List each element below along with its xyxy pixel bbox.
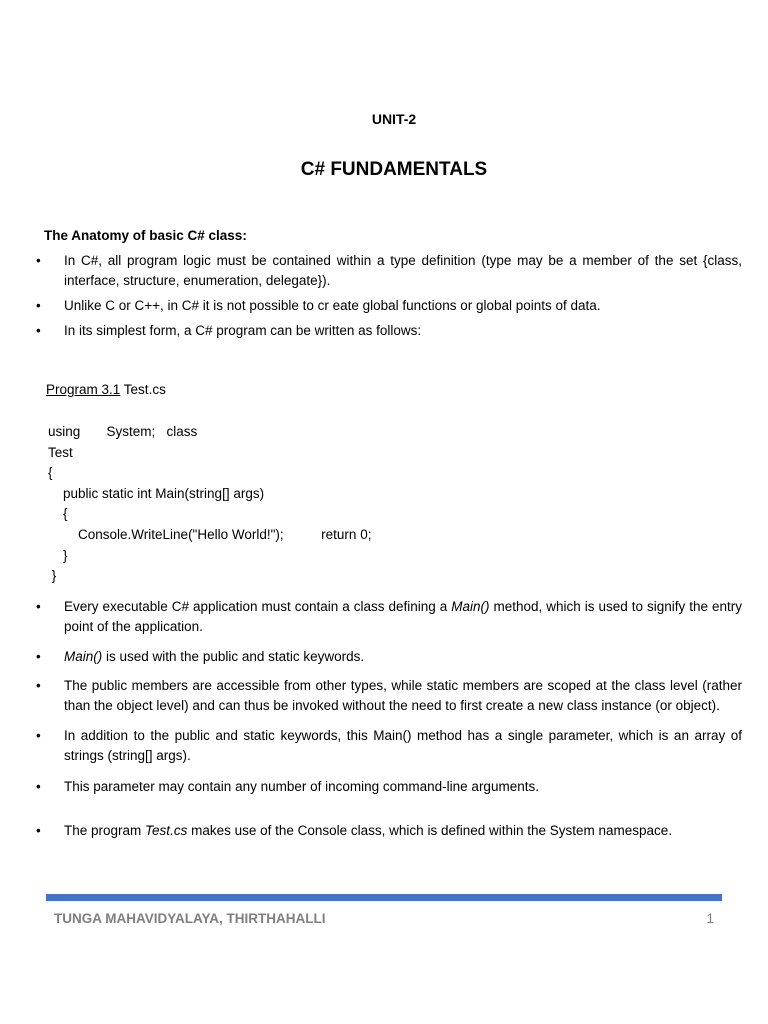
anatomy-bullet-list [36,251,742,346]
code-block [48,422,371,587]
list-item [36,777,742,797]
bullet-icon: • [36,728,41,743]
list-item [36,321,742,341]
code-line: } [48,547,68,563]
bullet-text: In C#, all program logic must be contained within a type definition (type may be a member of the set {class, interface, structure, enumeration, delegate}). [64,253,742,288]
bullet-text: makes use of the Console class, which is defined within the System namespace. [187,823,673,838]
list-item [36,296,742,316]
main-method-term: Main() [64,649,103,664]
list-item [36,821,742,841]
list-item [36,597,742,637]
code-line: { [48,465,53,481]
footer-divider [46,894,722,901]
program-caption [46,382,166,397]
bullet-text: method, which is used to signify the entry point of the application. [64,599,742,634]
bullet-icon: • [36,779,41,794]
page-number: 1 [706,911,714,926]
bullet-text: The public members are accessible from other types, while static members are scoped at the class level (rather than the object level) and can thus be invoked without the need to first create a new class instance (or object). [64,678,742,713]
list-item [36,676,742,716]
list-item [36,726,742,766]
explanation-bullet-list [36,597,742,841]
main-method-term: Main() [451,599,490,614]
bullet-text: This parameter may contain any number of incoming command-line arguments. [64,779,539,794]
code-line: Test [48,444,73,460]
bullet-icon: • [36,323,41,338]
section-heading: The Anatomy of basic C# class: [44,228,247,243]
file-name-term: Test.cs [145,823,188,838]
code-line: } [48,568,57,584]
bullet-icon: • [36,678,41,693]
code-line: public static int Main(string[] args) [48,485,265,501]
code-line: { [48,506,68,522]
bullet-text: Unlike C or C++, in C# it is not possible to cr eate global functions or global points of data. [64,298,601,313]
code-line: Console.WriteLine("Hello World!"); return 0; [48,526,372,542]
bullet-text: In addition to the public and static keywords, this Main() method has a single parameter, which is an array of strings (string[] args). [64,728,742,763]
list-item [36,647,742,667]
bullet-text: The program [64,823,146,838]
bullet-icon: • [36,599,41,614]
footer-institution: TUNGA MAHAVIDYALAYA, THIRTHAHALLI [54,911,326,926]
page-title: C# FUNDAMENTALS [300,159,488,180]
bullet-icon: • [36,253,41,268]
bullet-icon: • [36,298,41,313]
bullet-text: Every executable C# application must contain a class defining a [64,599,452,614]
program-file: Test.cs [120,382,166,397]
bullet-text: is used with the public and static keywords. [102,649,365,664]
program-number: Program 3.1 [46,382,121,397]
bullet-icon: • [36,649,41,664]
unit-label: UNIT-2 [371,111,417,127]
bullet-icon: • [36,823,41,838]
bullet-text: In its simplest form, a C# program can be written as follows: [64,323,422,338]
code-line: using System; class [48,424,198,439]
list-item [36,251,742,291]
